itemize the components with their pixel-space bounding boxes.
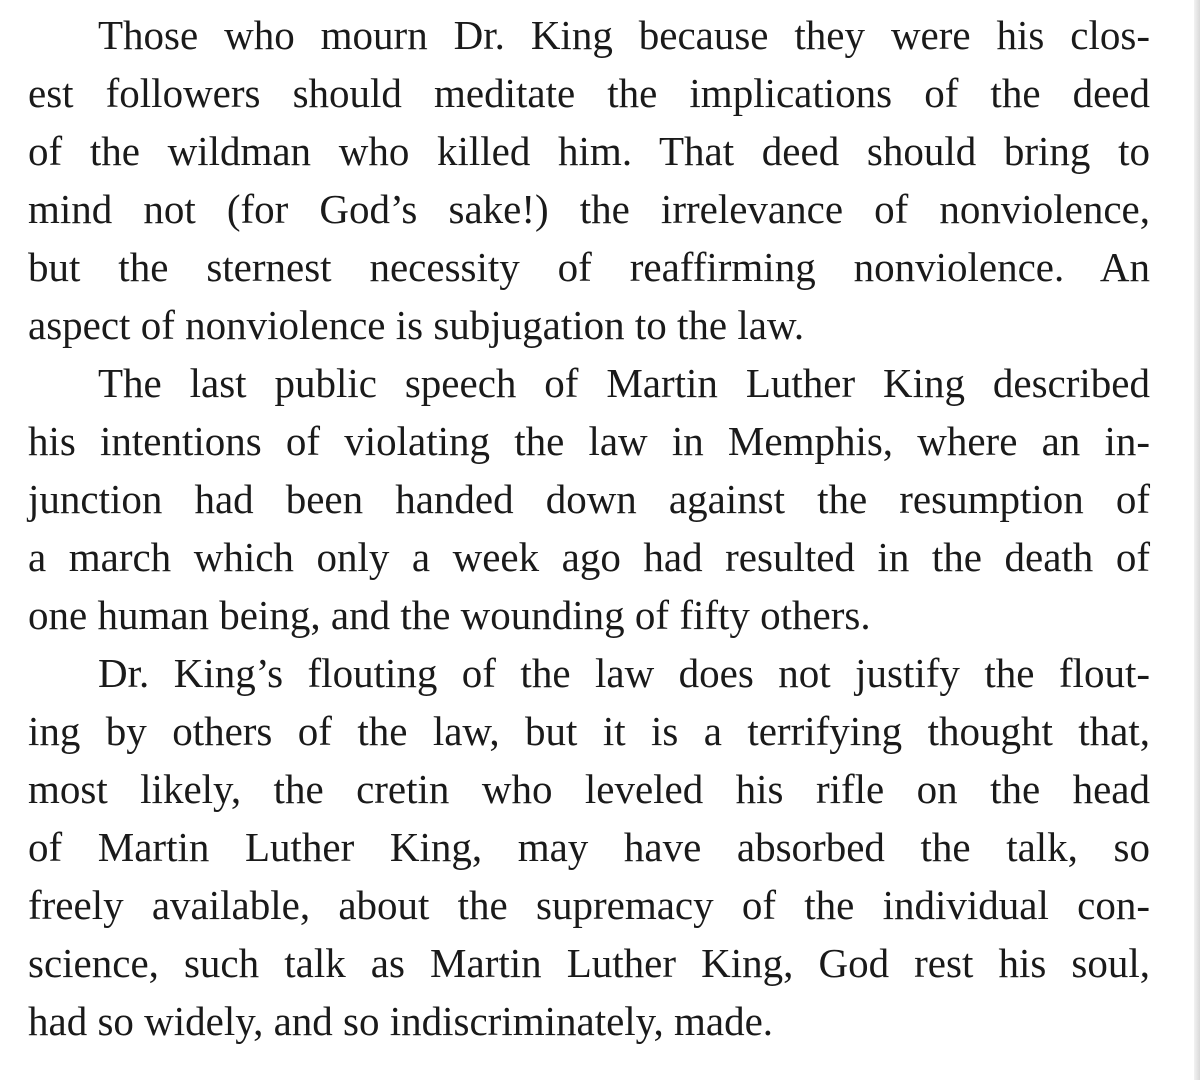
text-line: Those who mourn Dr. King because they were his clos-: [98, 12, 1150, 58]
text-line: junction had been handed down against the resumption of: [28, 476, 1150, 522]
text-line: of Martin Luther King, may have absorbed the talk, so: [28, 824, 1150, 870]
text-line: had so widely, and so indiscriminately, made.: [28, 998, 774, 1044]
text-line: aspect of nonviolence is subjugation to the law.: [28, 302, 805, 348]
text-line: a march which only a week ago had resulted in the death of: [28, 534, 1150, 580]
text-line: est followers should meditate the implications of the deed: [28, 70, 1150, 116]
text-line: The last public speech of Martin Luther King described: [98, 360, 1150, 406]
text-line: of the wildman who killed him. That deed should bring to: [28, 128, 1150, 174]
paragraph-1: [28, 6, 1150, 354]
paragraph-2: [28, 354, 1150, 644]
text-line: one human being, and the wounding of fifty others.: [28, 592, 871, 638]
text-line: ing by others of the law, but it is a terrifying thought that,: [28, 708, 1150, 754]
text-line: Dr. King’s flouting of the law does not justify the flout-: [98, 650, 1150, 696]
body-text: [28, 6, 1150, 1050]
text-line: his intentions of violating the law in Memphis, where an in-: [28, 418, 1150, 464]
paragraph-3: [28, 644, 1150, 1050]
text-line: but the sternest necessity of reaffirming nonviolence. An: [28, 244, 1150, 290]
text-line: freely available, about the supremacy of the individual con-: [28, 882, 1150, 928]
text-line: mind not (for God’s sake!) the irrelevance of nonviolence,: [28, 186, 1150, 232]
text-line: most likely, the cretin who leveled his rifle on the head: [28, 766, 1150, 812]
text-line: science, such talk as Martin Luther King, God rest his soul,: [28, 940, 1150, 986]
page-edge: [1194, 0, 1200, 1080]
